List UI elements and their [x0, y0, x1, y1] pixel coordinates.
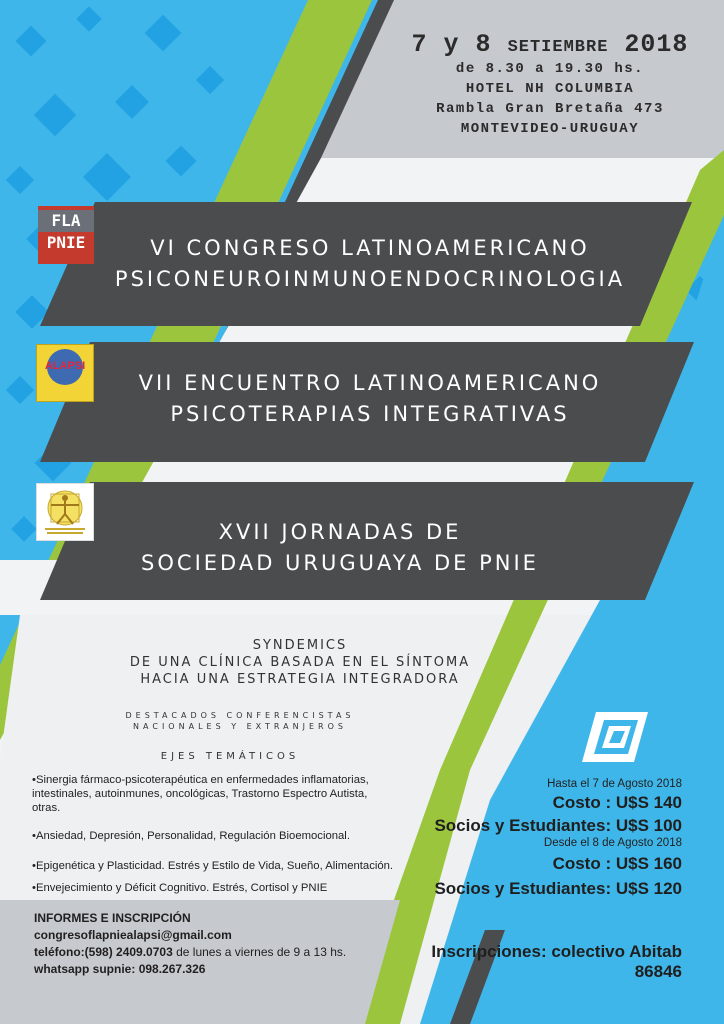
speakers-line1: DESTACADOS CONFERENCISTAS: [125, 711, 355, 720]
event-date: [380, 30, 720, 59]
ejes-item: •Envejecimiento y Déficit Cognitivo. Estrés, Cortisol y PNIE: [32, 882, 328, 894]
speakers-line2: NACIONALES Y EXTRANJEROS: [133, 722, 347, 731]
flapnie-logo-bottom: PNIE: [46, 233, 86, 252]
banner-encuentro: [60, 368, 680, 430]
contact-title: INFORMES E INSCRIPCIÓN: [34, 911, 191, 925]
registration-info: Inscripciones: colectivo Abitab 86846: [431, 942, 682, 981]
speakers-block: [70, 710, 410, 732]
event-date-month: SETIEMBRE: [507, 38, 609, 57]
subtitle-block: [60, 637, 540, 688]
contact-phone-label: teléfono:: [34, 945, 85, 959]
pricing-members1: Socios y Estudiantes: U$S 100: [434, 816, 682, 835]
banner-jornadas-line2: SOCIEDAD URUGUAYA DE PNIE: [141, 551, 539, 575]
pricing-cost2: Costo : U$S 160: [552, 854, 682, 873]
contact-email[interactable]: congresoflapniealapsi@gmail.com: [34, 928, 232, 942]
contact-block: [34, 910, 394, 978]
event-date-year: 2018: [624, 30, 689, 59]
event-address: Rambla Gran Bretaña 473: [436, 101, 664, 117]
event-hours: de 8.30 a 19.30 hs.: [455, 61, 645, 77]
pricing-block: [420, 778, 682, 899]
pricing-members2: Socios y Estudiantes: U$S 120: [434, 879, 682, 898]
contact-whatsapp[interactable]: 098.267.326: [138, 962, 206, 976]
event-venue: HOTEL NH COLUMBIA: [465, 81, 635, 97]
contact-phone-line: [34, 944, 394, 961]
ejes-item: •Epigenética y Plasticidad. Estrés y Estilo de Vida, Sueño, Alimentación.: [32, 860, 394, 872]
event-info: [380, 30, 720, 139]
event-date-day: 7 y 8: [411, 30, 492, 59]
subtitle-line1: SYNDEMICS: [252, 638, 348, 653]
pricing-period1: Hasta el 7 de Agosto 2018: [547, 778, 682, 790]
ejes-list: [32, 773, 397, 895]
contact-whatsapp-line: [34, 961, 394, 978]
ejes-item: •Ansiedad, Depresión, Personalidad, Regulación Bioemocional.: [32, 830, 350, 842]
ejes-item: •Sinergia fármaco-psicoterapéutica en enfermedades inflamatorias, intestinales, autoinmunes, oncológicas, Trastorno Espectro Autista, otras.: [32, 774, 369, 814]
banner-encuentro-line1: VII ENCUENTRO LATINOAMERICANO: [138, 371, 602, 395]
contact-phone-hours: de lunes a viernes de 9 a 13 hs.: [176, 945, 347, 959]
contact-whatsapp-label: whatsapp supnie:: [34, 962, 136, 976]
subtitle-line3: HACIA UNA ESTRATEGIA INTEGRADORA: [140, 672, 460, 687]
banner-jornadas-line1: XVII JORNADAS DE: [218, 520, 462, 544]
abitab-logo-icon: [582, 712, 648, 762]
subtitle-line2: DE UNA CLÍNICA BASADA EN EL SÍNTOMA: [129, 655, 471, 670]
banner-encuentro-line2: PSICOTERAPIAS INTEGRATIVAS: [170, 402, 570, 426]
contact-phone[interactable]: (598) 2409.0703: [84, 945, 173, 959]
banner-congreso: [60, 233, 680, 295]
ejes-title: EJES TEMÁTICOS: [160, 751, 300, 762]
pricing-cost1: Costo : U$S 140: [552, 793, 682, 812]
banner-congreso-line1: VI CONGRESO LATINOAMERICANO: [150, 236, 590, 260]
event-city: MONTEVIDEO-URUGUAY: [460, 121, 640, 137]
banner-congreso-line2: PSICONEUROINMUNOENDOCRINOLOGIA: [114, 267, 626, 291]
flapnie-logo-top: FLA: [38, 210, 94, 232]
pricing-period2: Desde el 8 de Agosto 2018: [543, 837, 682, 849]
banner-jornadas: [30, 517, 650, 579]
alapsi-logo-text: ALAPSI: [44, 360, 86, 372]
